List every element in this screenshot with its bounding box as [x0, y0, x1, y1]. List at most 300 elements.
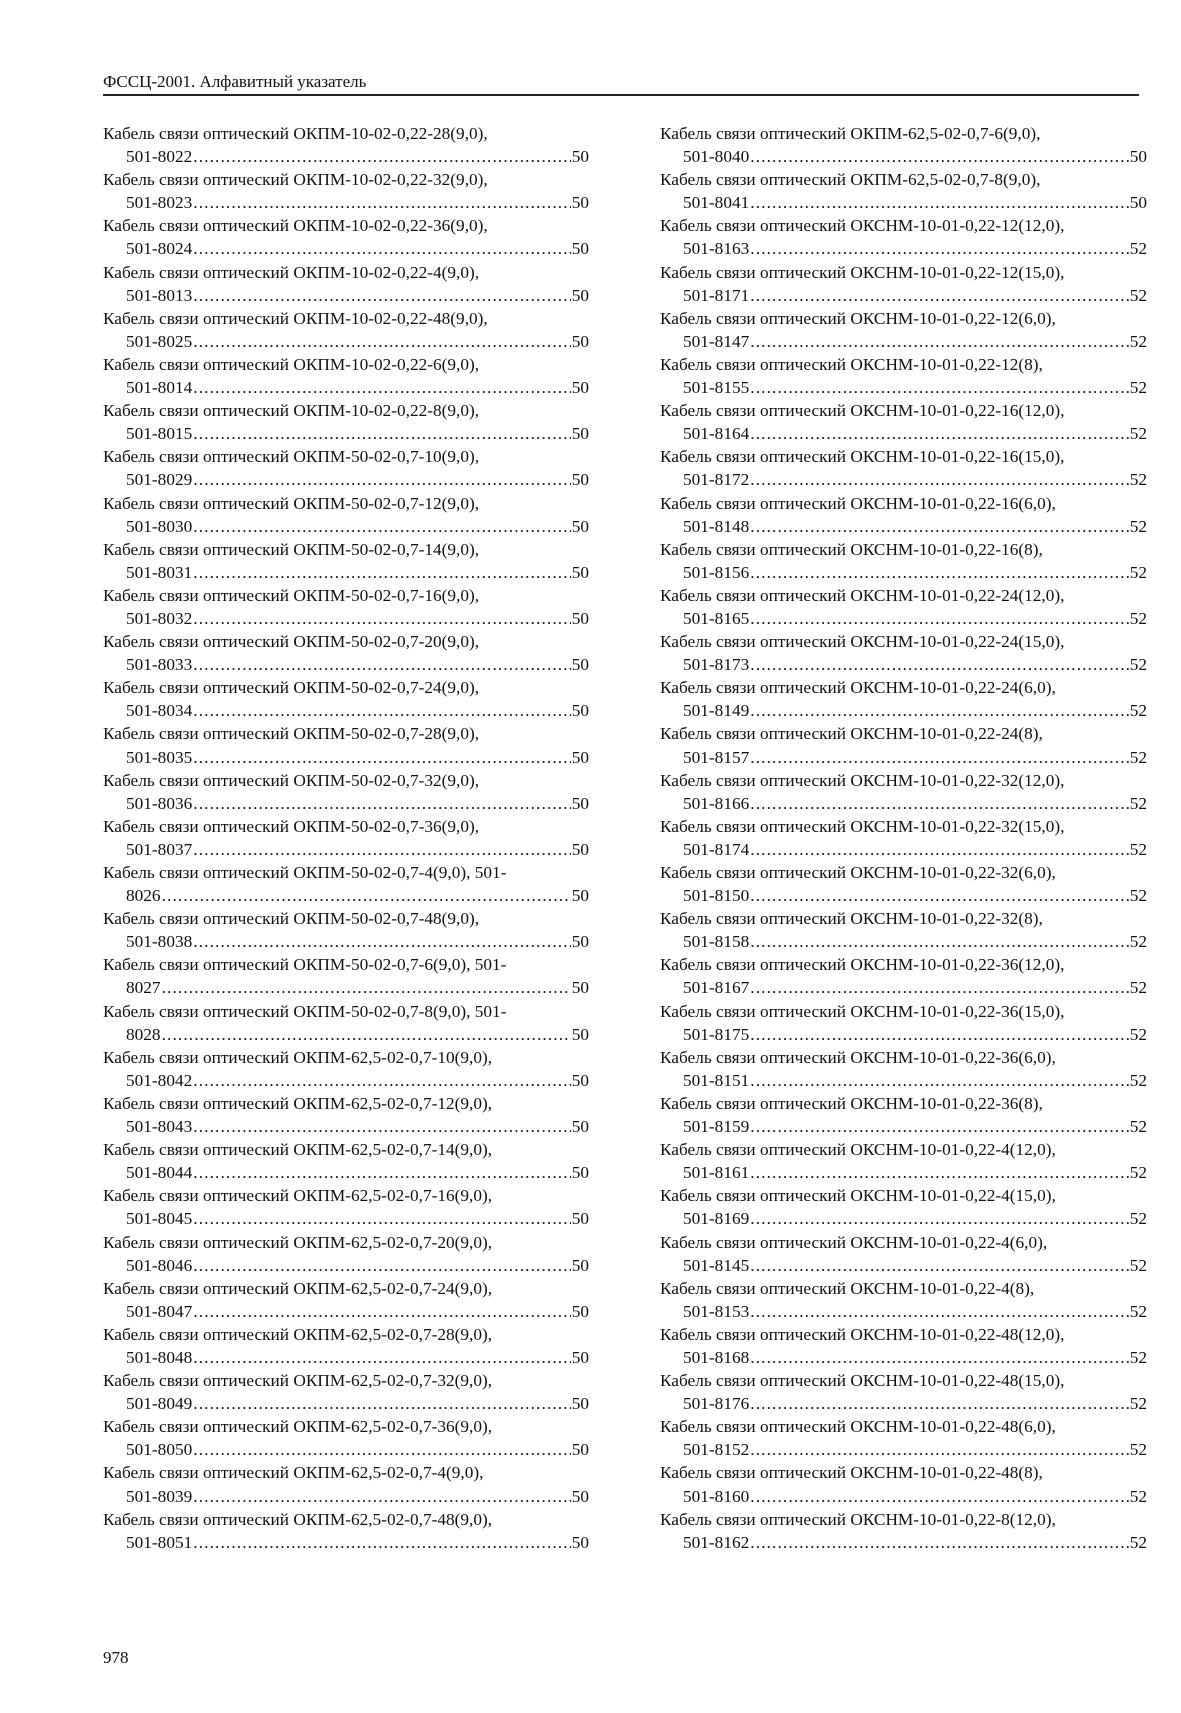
- dot-leader: [750, 1485, 1128, 1508]
- index-entry: [103, 122, 589, 168]
- dot-leader: [193, 330, 570, 353]
- index-entry: [103, 815, 589, 861]
- entry-title: Кабель связи оптический ОКСНМ-10-01-0,22-12(12,0),: [660, 216, 1065, 236]
- index-entry: [660, 1092, 1147, 1138]
- entry-reference-line: [660, 237, 1147, 260]
- index-entry: [660, 1277, 1147, 1323]
- entry-reference-line: [660, 422, 1147, 445]
- entry-title: Кабель связи оптический ОКПМ-50-02-0,7-28(9,0),: [103, 724, 480, 744]
- entry-code: 501-8160: [683, 1486, 750, 1506]
- entry-title: Кабель связи оптический ОКСНМ-10-01-0,22-16(15,0),: [660, 447, 1065, 467]
- header-title: ФССЦ-2001. Алфавитный указатель: [103, 72, 367, 91]
- index-entry: [660, 584, 1147, 630]
- dot-leader: [193, 191, 570, 214]
- entry-page-number: 52: [1129, 608, 1147, 628]
- dot-leader: [750, 792, 1128, 815]
- index-entry: [660, 1508, 1147, 1554]
- dot-leader: [193, 237, 570, 260]
- entry-reference-line: [660, 746, 1147, 769]
- entry-code: 501-8169: [683, 1209, 750, 1229]
- entry-page-number: 50: [571, 285, 589, 305]
- entry-code: 501-8157: [683, 747, 750, 767]
- entry-page-number: 52: [1129, 1440, 1147, 1460]
- index-entry: [103, 353, 589, 399]
- entry-title: Кабель связи оптический ОКСНМ-10-01-0,22-4(15,0),: [660, 1186, 1056, 1206]
- entry-title: Кабель связи оптический ОКСНМ-10-01-0,22-48(12,0),: [660, 1324, 1065, 1344]
- entry-page-number: 52: [1129, 239, 1147, 259]
- dot-leader: [193, 376, 570, 399]
- entry-reference-line: [103, 930, 589, 953]
- entry-title: Кабель связи оптический ОКПМ-62,5-02-0,7-6(9,0),: [660, 124, 1041, 143]
- entry-code: 501-8159: [683, 1117, 750, 1137]
- entry-code: 501-8037: [126, 839, 193, 859]
- entry-page-number: 50: [571, 655, 589, 675]
- entry-code: 501-8029: [126, 470, 193, 490]
- entry-reference-line: [660, 1346, 1147, 1369]
- entry-reference-line: [660, 284, 1147, 307]
- entry-reference-line: [103, 376, 589, 399]
- entry-code: 8028: [126, 1024, 161, 1044]
- entry-title: Кабель связи оптический ОКСНМ-10-01-0,22-24(12,0),: [660, 585, 1065, 605]
- index-entry: [103, 722, 589, 768]
- entry-title: Кабель связи оптический ОКСНМ-10-01-0,22-12(6,0),: [660, 308, 1056, 328]
- entry-title: Кабель связи оптический ОКПМ-50-02-0,7-6(9,0), 501-: [103, 955, 507, 975]
- index-entry: [660, 1369, 1147, 1415]
- dot-leader: [750, 145, 1128, 168]
- dot-leader: [750, 607, 1128, 630]
- index-entry: [103, 168, 589, 214]
- entry-code: 501-8161: [683, 1163, 750, 1183]
- entry-page-number: 52: [1129, 839, 1147, 859]
- entry-reference-line: [660, 607, 1147, 630]
- index-entry: [103, 1415, 589, 1461]
- entry-code: 501-8153: [683, 1301, 750, 1321]
- entry-code: 501-8039: [126, 1486, 193, 1506]
- entry-title: Кабель связи оптический ОКСНМ-10-01-0,22-24(6,0),: [660, 678, 1056, 698]
- entry-title: Кабель связи оптический ОКСНМ-10-01-0,22-36(15,0),: [660, 1001, 1065, 1021]
- entry-code: 501-8047: [126, 1301, 193, 1321]
- entry-page-number: 52: [1129, 655, 1147, 675]
- entry-code: 501-8175: [683, 1024, 750, 1044]
- entry-title: Кабель связи оптический ОКПМ-62,5-02-0,7-36(9,0),: [103, 1417, 493, 1437]
- dot-leader: [193, 1207, 570, 1230]
- entry-page-number: 50: [1129, 147, 1147, 167]
- dot-leader: [750, 884, 1128, 907]
- entry-code: 501-8149: [683, 701, 750, 721]
- entry-title: Кабель связи оптический ОКПМ-50-02-0,7-48(9,0),: [103, 909, 480, 929]
- index-entry: [660, 1323, 1147, 1369]
- dot-leader: [193, 561, 570, 584]
- dot-leader: [162, 976, 571, 999]
- entry-code: 501-8035: [126, 747, 193, 767]
- entry-code: 501-8042: [126, 1070, 193, 1090]
- entry-reference-line: [660, 653, 1147, 676]
- entry-page-number: 52: [1129, 978, 1147, 998]
- entry-reference-line: [660, 468, 1147, 491]
- entry-title: Кабель связи оптический ОКПМ-10-02-0,22-4(9,0),: [103, 262, 480, 282]
- index-entry: [103, 1046, 589, 1092]
- entry-code: 501-8050: [126, 1440, 193, 1460]
- entry-reference-line: [103, 884, 589, 907]
- entry-page-number: 52: [1129, 1255, 1147, 1275]
- entry-reference-line: [103, 1300, 589, 1323]
- index-entry: [103, 676, 589, 722]
- entry-page-number: 50: [571, 424, 589, 444]
- entry-page-number: 50: [571, 1440, 589, 1460]
- entry-code: 501-8040: [683, 147, 750, 167]
- entry-title: Кабель связи оптический ОКПМ-10-02-0,22-28(9,0),: [103, 124, 488, 143]
- entry-reference-line: [660, 976, 1147, 999]
- entry-code: 501-8030: [126, 516, 193, 536]
- entry-reference-line: [103, 976, 589, 999]
- entry-title: Кабель связи оптический ОКПМ-50-02-0,7-4(9,0), 501-: [103, 863, 507, 882]
- entry-page-number: 52: [1129, 793, 1147, 813]
- entry-code: 501-8176: [683, 1394, 750, 1414]
- entry-page-number: 50: [571, 1486, 589, 1506]
- entry-title: Кабель связи оптический ОКСНМ-10-01-0,22-12(8),: [660, 354, 1043, 374]
- entry-title: Кабель связи оптический ОКСНМ-10-01-0,22-48(15,0),: [660, 1371, 1065, 1391]
- entry-reference-line: [103, 1069, 589, 1092]
- index-entry: [103, 1184, 589, 1230]
- index-entry: [660, 1138, 1147, 1184]
- index-entry: [660, 445, 1147, 491]
- entry-reference-line: [660, 1485, 1147, 1508]
- entry-page-number: 50: [571, 839, 589, 859]
- entry-code: 501-8150: [683, 886, 750, 906]
- index-entry: [103, 1323, 589, 1369]
- dot-leader: [193, 422, 570, 445]
- entry-title: Кабель связи оптический ОКПМ-62,5-02-0,7-16(9,0),: [103, 1186, 493, 1206]
- dot-leader: [750, 191, 1128, 214]
- entry-page-number: 52: [1129, 331, 1147, 351]
- entry-title: Кабель связи оптический ОКПМ-50-02-0,7-36(9,0),: [103, 816, 480, 836]
- index-entry: [660, 722, 1147, 768]
- entry-page-number: 52: [1129, 747, 1147, 767]
- index-entry: [103, 1231, 589, 1277]
- entry-page-number: 50: [571, 747, 589, 767]
- entry-code: 501-8034: [126, 701, 193, 721]
- entry-reference-line: [660, 1161, 1147, 1184]
- entry-page-number: 50: [571, 239, 589, 259]
- entry-page-number: 52: [1129, 932, 1147, 952]
- entry-reference-line: [103, 699, 589, 722]
- entry-title: Кабель связи оптический ОКПМ-50-02-0,7-16(9,0),: [103, 585, 480, 605]
- dot-leader: [750, 284, 1128, 307]
- dot-leader: [193, 1346, 570, 1369]
- dot-leader: [193, 468, 570, 491]
- index-entry: [103, 1138, 589, 1184]
- dot-leader: [750, 1254, 1128, 1277]
- entry-title: Кабель связи оптический ОКСНМ-10-01-0,22-32(12,0),: [660, 770, 1065, 790]
- entry-title: Кабель связи оптический ОКПМ-62,5-02-0,7-12(9,0),: [103, 1093, 493, 1113]
- entry-code: 8026: [126, 886, 161, 906]
- entry-page-number: 52: [1129, 1070, 1147, 1090]
- index-entry: [103, 445, 589, 491]
- entry-page-number: 52: [1129, 1532, 1147, 1552]
- index-entry: [660, 1184, 1147, 1230]
- index-entry: [660, 122, 1147, 168]
- entry-page-number: 52: [1129, 424, 1147, 444]
- entry-code: 501-8174: [683, 839, 750, 859]
- entry-page-number: 52: [1129, 1394, 1147, 1414]
- entry-reference-line: [660, 884, 1147, 907]
- entry-code: 501-8036: [126, 793, 193, 813]
- entry-code: 501-8014: [126, 378, 193, 398]
- index-entry: [103, 953, 589, 999]
- entry-code: 501-8156: [683, 562, 750, 582]
- dot-leader: [750, 1438, 1128, 1461]
- entry-page-number: 52: [1129, 886, 1147, 906]
- index-entry: [660, 1415, 1147, 1461]
- entry-reference-line: [660, 930, 1147, 953]
- dot-leader: [193, 1300, 570, 1323]
- entry-page-number: 50: [571, 1301, 589, 1321]
- entry-code: 501-8041: [683, 193, 750, 213]
- entry-code: 501-8043: [126, 1117, 193, 1137]
- dot-leader: [750, 1115, 1128, 1138]
- entry-code: 501-8168: [683, 1347, 750, 1367]
- dot-leader: [193, 699, 570, 722]
- dot-leader: [750, 1531, 1128, 1554]
- entry-code: 501-8032: [126, 608, 193, 628]
- entry-reference-line: [103, 1392, 589, 1415]
- dot-leader: [750, 468, 1128, 491]
- dot-leader: [750, 976, 1128, 999]
- entry-code: 501-8158: [683, 932, 750, 952]
- entry-title: Кабель связи оптический ОКПМ-50-02-0,7-32(9,0),: [103, 770, 480, 790]
- entry-reference-line: [660, 1115, 1147, 1138]
- entry-reference-line: [660, 1392, 1147, 1415]
- index-entry: [660, 1046, 1147, 1092]
- entry-title: Кабель связи оптический ОКПМ-62,5-02-0,7-14(9,0),: [103, 1140, 493, 1160]
- entry-reference-line: [660, 191, 1147, 214]
- index-entry: [660, 261, 1147, 307]
- entry-page-number: 50: [571, 793, 589, 813]
- index-entry: [103, 261, 589, 307]
- entry-code: 501-8015: [126, 424, 193, 444]
- entry-page-number: 50: [571, 1070, 589, 1090]
- entry-title: Кабель связи оптический ОКПМ-50-02-0,7-24(9,0),: [103, 678, 480, 698]
- entry-code: 501-8048: [126, 1347, 193, 1367]
- dot-leader: [162, 884, 571, 907]
- entry-reference-line: [660, 792, 1147, 815]
- dot-leader: [750, 930, 1128, 953]
- entry-code: 501-8031: [126, 562, 193, 582]
- entry-page-number: 50: [1129, 193, 1147, 213]
- entry-title: Кабель связи оптический ОКСНМ-10-01-0,22-4(6,0),: [660, 1232, 1048, 1252]
- entry-reference-line: [103, 191, 589, 214]
- index-entry: [660, 676, 1147, 722]
- entry-reference-line: [103, 1161, 589, 1184]
- entry-reference-line: [660, 515, 1147, 538]
- index-entry: [660, 630, 1147, 676]
- index-entry: [660, 307, 1147, 353]
- entry-title: Кабель связи оптический ОКСНМ-10-01-0,22-36(12,0),: [660, 955, 1065, 975]
- dot-leader: [193, 1069, 570, 1092]
- entry-title: Кабель связи оптический ОКСНМ-10-01-0,22-16(6,0),: [660, 493, 1056, 513]
- entry-page-number: 50: [571, 1209, 589, 1229]
- entry-title: Кабель связи оптический ОКПМ-50-02-0,7-12(9,0),: [103, 493, 480, 513]
- entry-code: 501-8046: [126, 1255, 193, 1275]
- entry-reference-line: [103, 653, 589, 676]
- entry-title: Кабель связи оптический ОКСНМ-10-01-0,22-32(8),: [660, 909, 1043, 929]
- entry-title: Кабель связи оптический ОКПМ-62,5-02-0,7-4(9,0),: [103, 1463, 484, 1483]
- entry-reference-line: [103, 468, 589, 491]
- entry-reference-line: [103, 422, 589, 445]
- entry-code: 501-8023: [126, 193, 193, 213]
- dot-leader: [750, 1207, 1128, 1230]
- entry-title: Кабель связи оптический ОКСНМ-10-01-0,22-32(6,0),: [660, 863, 1056, 882]
- index-entry: [660, 214, 1147, 260]
- entry-title: Кабель связи оптический ОКПМ-62,5-02-0,7-10(9,0),: [103, 1047, 493, 1067]
- index-entry: [660, 815, 1147, 861]
- dot-leader: [193, 607, 570, 630]
- entry-title: Кабель связи оптический ОКСНМ-10-01-0,22-16(8),: [660, 539, 1043, 559]
- entry-page-number: 50: [571, 1255, 589, 1275]
- entry-title: Кабель связи оптический ОКСНМ-10-01-0,22-8(12,0),: [660, 1509, 1056, 1529]
- page-number: 978: [103, 1648, 129, 1667]
- entry-code: 501-8166: [683, 793, 750, 813]
- dot-leader: [750, 1069, 1128, 1092]
- entry-code: 501-8164: [683, 424, 750, 444]
- entry-title: Кабель связи оптический ОКПМ-10-02-0,22-48(9,0),: [103, 308, 488, 328]
- entry-page-number: 50: [571, 1024, 589, 1044]
- entry-title: Кабель связи оптический ОКПМ-62,5-02-0,7-32(9,0),: [103, 1371, 493, 1391]
- entry-reference-line: [103, 1115, 589, 1138]
- entry-page-number: 50: [571, 147, 589, 167]
- entry-title: Кабель связи оптический ОКСНМ-10-01-0,22-32(15,0),: [660, 816, 1065, 836]
- entry-reference-line: [103, 237, 589, 260]
- dot-leader: [750, 838, 1128, 861]
- entry-code: 501-8147: [683, 331, 750, 351]
- dot-leader: [193, 1438, 570, 1461]
- entry-title: Кабель связи оптический ОКСНМ-10-01-0,22-24(8),: [660, 724, 1043, 744]
- entry-page-number: 52: [1129, 562, 1147, 582]
- entry-reference-line: [660, 1069, 1147, 1092]
- index-entry: [103, 769, 589, 815]
- index-entry: [103, 538, 589, 584]
- dot-leader: [750, 330, 1128, 353]
- dot-leader: [193, 515, 570, 538]
- entry-page-number: 52: [1129, 1117, 1147, 1137]
- entry-title: Кабель связи оптический ОКПМ-62,5-02-0,7-48(9,0),: [103, 1509, 493, 1529]
- entry-title: Кабель связи оптический ОКСНМ-10-01-0,22-4(12,0),: [660, 1140, 1056, 1160]
- entry-reference-line: [103, 1438, 589, 1461]
- entry-code: 501-8013: [126, 285, 193, 305]
- entry-reference-line: [103, 145, 589, 168]
- index-entry: [660, 353, 1147, 399]
- entry-code: 501-8167: [683, 978, 750, 998]
- entry-page-number: 50: [571, 470, 589, 490]
- dot-leader: [193, 930, 570, 953]
- entry-title: Кабель связи оптический ОКПМ-62,5-02-0,7-24(9,0),: [103, 1278, 493, 1298]
- entry-title: Кабель связи оптический ОКПМ-10-02-0,22-32(9,0),: [103, 170, 488, 190]
- index-entry: [660, 907, 1147, 953]
- entry-code: 501-8155: [683, 378, 750, 398]
- index-entry: [103, 1461, 589, 1507]
- entry-title: Кабель связи оптический ОКПМ-50-02-0,7-14(9,0),: [103, 539, 480, 559]
- entry-code: 501-8151: [683, 1070, 750, 1090]
- index-entry: [660, 1461, 1147, 1507]
- entry-title: Кабель связи оптический ОКПМ-10-02-0,22-36(9,0),: [103, 216, 488, 236]
- dot-leader: [750, 746, 1128, 769]
- entry-code: 501-8173: [683, 655, 750, 675]
- entry-page-number: 52: [1129, 1209, 1147, 1229]
- entry-reference-line: [103, 607, 589, 630]
- dot-leader: [193, 1161, 570, 1184]
- entry-reference-line: [103, 746, 589, 769]
- entry-reference-line: [660, 376, 1147, 399]
- entry-page-number: 50: [571, 1347, 589, 1367]
- entry-page-number: 50: [571, 1163, 589, 1183]
- entry-page-number: 50: [571, 516, 589, 536]
- entry-code: 501-8171: [683, 285, 750, 305]
- running-header: [103, 72, 1139, 96]
- dot-leader: [193, 145, 570, 168]
- entry-page-number: 52: [1129, 1347, 1147, 1367]
- entry-reference-line: [103, 792, 589, 815]
- entry-title: Кабель связи оптический ОКПМ-50-02-0,7-10(9,0),: [103, 447, 480, 467]
- dot-leader: [750, 1300, 1128, 1323]
- entry-page-number: 52: [1129, 1163, 1147, 1183]
- dot-leader: [750, 422, 1128, 445]
- index-entry: [103, 630, 589, 676]
- entry-page-number: 50: [571, 1394, 589, 1414]
- index-entry: [660, 1000, 1147, 1046]
- entry-title: Кабель связи оптический ОКСНМ-10-01-0,22-36(8),: [660, 1093, 1043, 1113]
- entry-code: 501-8038: [126, 932, 193, 952]
- entry-reference-line: [660, 838, 1147, 861]
- entry-reference-line: [103, 1254, 589, 1277]
- dot-leader: [193, 838, 570, 861]
- entry-code: 501-8145: [683, 1255, 750, 1275]
- dot-leader: [193, 1485, 570, 1508]
- entry-page-number: 52: [1129, 1486, 1147, 1506]
- entry-reference-line: [103, 1531, 589, 1554]
- entry-page-number: 50: [571, 886, 589, 906]
- dot-leader: [193, 1531, 570, 1554]
- entry-code: 501-8148: [683, 516, 750, 536]
- dot-leader: [193, 284, 570, 307]
- entry-title: Кабель связи оптический ОКСНМ-10-01-0,22-48(6,0),: [660, 1417, 1056, 1437]
- entry-page-number: 52: [1129, 1301, 1147, 1321]
- dot-leader: [193, 1254, 570, 1277]
- entry-title: Кабель связи оптический ОКПМ-62,5-02-0,7-20(9,0),: [103, 1232, 493, 1252]
- entry-reference-line: [660, 1438, 1147, 1461]
- entry-page-number: 50: [571, 378, 589, 398]
- entry-title: Кабель связи оптический ОКСНМ-10-01-0,22-12(15,0),: [660, 262, 1065, 282]
- entry-title: Кабель связи оптический ОКСНМ-10-01-0,22-36(6,0),: [660, 1047, 1056, 1067]
- index-entry: [660, 492, 1147, 538]
- entry-code: 501-8163: [683, 239, 750, 259]
- entry-title: Кабель связи оптический ОКПМ-62,5-02-0,7-28(9,0),: [103, 1324, 493, 1344]
- index-entry: [103, 492, 589, 538]
- entry-page-number: 50: [571, 978, 589, 998]
- entry-code: 501-8022: [126, 147, 193, 167]
- entry-code: 501-8172: [683, 470, 750, 490]
- entry-page-number: 52: [1129, 285, 1147, 305]
- entry-code: 501-8033: [126, 655, 193, 675]
- entry-reference-line: [103, 561, 589, 584]
- index-column-left: [103, 122, 589, 1554]
- entry-reference-line: [660, 145, 1147, 168]
- entry-code: 501-8162: [683, 1532, 750, 1552]
- index-column-right: [660, 122, 1147, 1554]
- index-entry: [660, 538, 1147, 584]
- entry-title: Кабель связи оптический ОКПМ-50-02-0,7-8(9,0), 501-: [103, 1001, 507, 1021]
- entry-page-number: 50: [571, 1532, 589, 1552]
- index-entry: [103, 214, 589, 260]
